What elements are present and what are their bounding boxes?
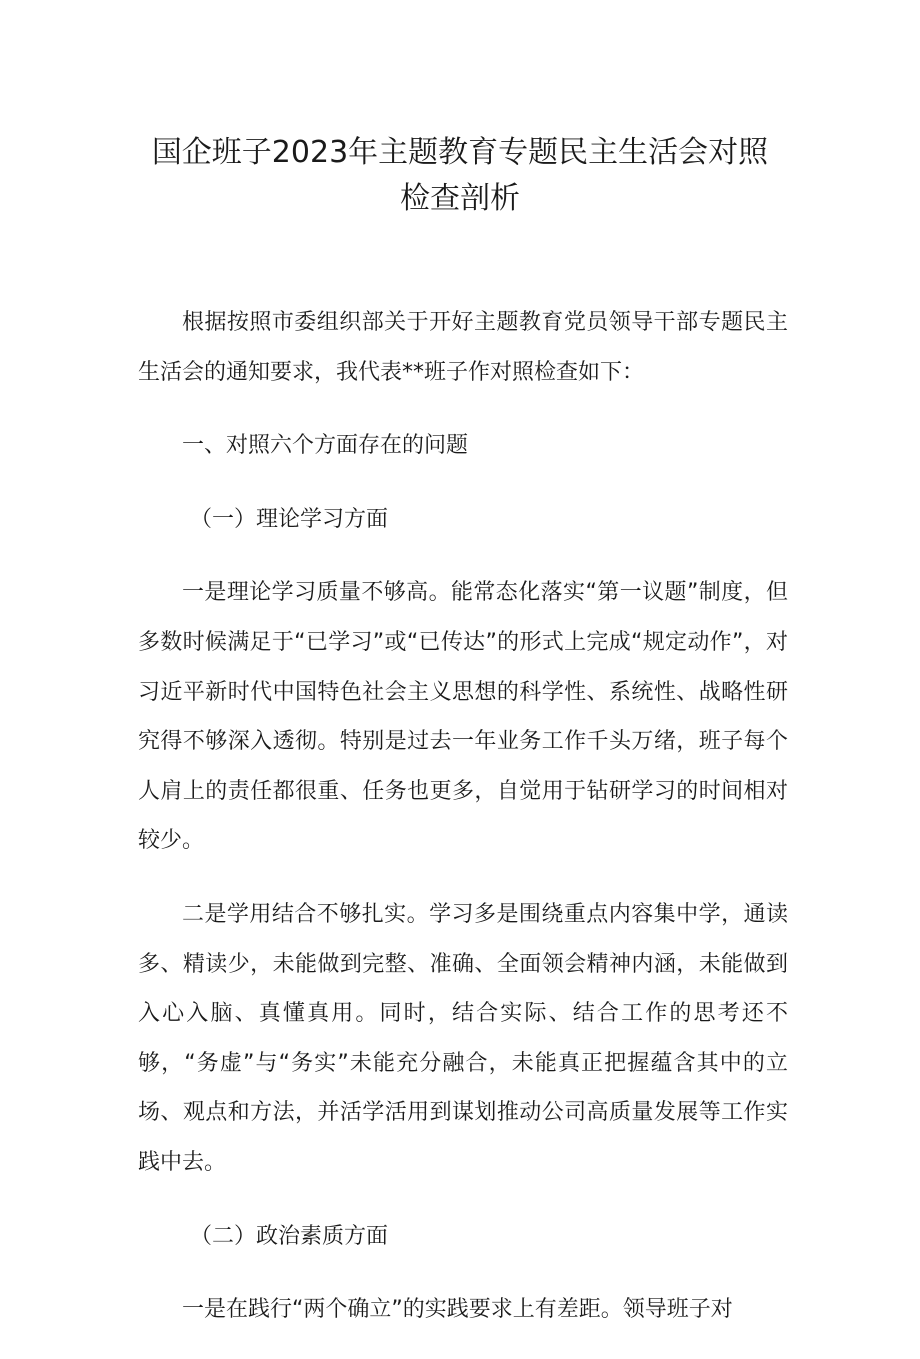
paragraph-theory-quality: 一是理论学习质量不够高。能常态化落实“第一议题”制度，但多数时候满足于“已学习”或“已传达”的形式上完成“规定动作”，对习近平新时代中国特色社会主义思想的科学性、系统性、战略性研究得不够深入透彻。特别是过去一年业务工作千头万绪，班子每个人肩上的责任都很重、任务也更多，自觉用于钻研学习的时间相对较少。: [138, 580, 789, 854]
paragraph-theory-application: 二是学用结合不够扎实。学习多是围绕重点内容集中学，通读多、精读少，未能做到完整、准确、全面领会精神内涵，未能做到入心入脑、真懂真用。同时，结合实际、结合工作的思考还不够，“务虚”与“务实”未能充分融合，未能真正把握蕴含其中的立场、观点和方法，并活学活用到谋划推动公司高质量发展等工作实践中去。: [138, 901, 788, 1175]
title-line-1: 国企班子2023年主题教育专题民主生活会对照: [151, 135, 769, 170]
section-heading-1: 一、对照六个方面存在的问题: [182, 433, 469, 459]
document-title: [60, 130, 860, 222]
subsection-heading-political: （二）政治素质方面: [190, 1223, 389, 1249]
title-line-2: 检查剖析: [400, 181, 520, 216]
intro-paragraph: 根据按照市委组织部关于开好主题教育党员领导干部专题民主生活会的通知要求，我代表**班子作对照检查如下：: [138, 310, 788, 385]
paragraph-political-practice: 一是在践行“两个确立”的实践要求上有差距。领导班子对: [182, 1297, 733, 1323]
document-body: [138, 298, 788, 1359]
subsection-heading-theory: （一）理论学习方面: [190, 506, 389, 532]
